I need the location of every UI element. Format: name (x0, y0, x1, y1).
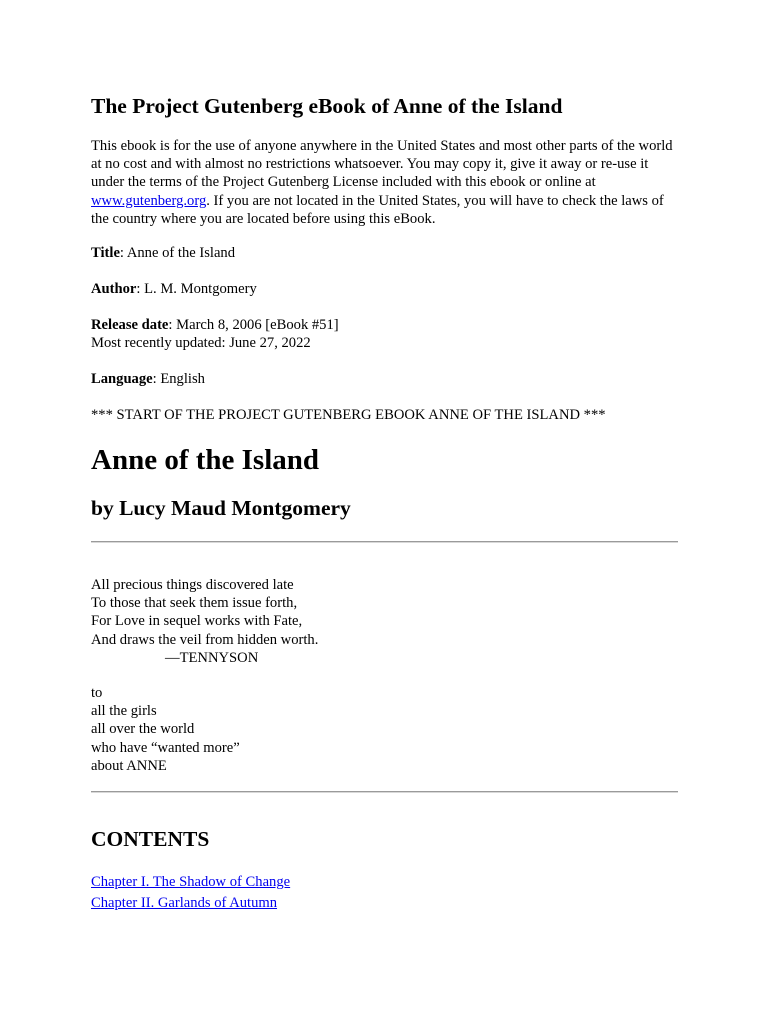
chapter-link-1[interactable]: Chapter I. The Shadow of Change (91, 874, 291, 890)
epigraph-line: For Love in sequel works with Fate, (91, 613, 303, 630)
meta-title (91, 244, 235, 262)
toc-item (91, 893, 290, 914)
gutenberg-link[interactable]: www.gutenberg.org (91, 192, 207, 209)
meta-title-label: Title (91, 245, 120, 261)
start-marker: *** START OF THE PROJECT GUTENBERG EBOOK ANNE OF THE ISLAND *** (91, 407, 606, 423)
meta-author (91, 280, 257, 298)
epigraph-line: And draws the veil from hidden worth. (91, 631, 319, 648)
meta-language (91, 370, 205, 388)
divider (91, 541, 678, 543)
divider (91, 791, 678, 793)
epigraph-line: To those that seek them issue forth, (91, 595, 298, 612)
contents-heading: CONTENTS (91, 827, 210, 851)
license-paragraph (91, 137, 681, 228)
epigraph (91, 576, 318, 667)
meta-release-value: : March 8, 2006 [eBook #51] (168, 317, 339, 333)
meta-language-label: Language (91, 371, 153, 387)
book-byline: by Lucy Maud Montgomery (91, 496, 351, 520)
dedication-line: about ANNE (91, 757, 167, 774)
dedication-line: all the girls (91, 703, 157, 720)
meta-release-label: Release date (91, 317, 169, 333)
meta-updated: Most recently updated: June 27, 2022 (91, 335, 311, 352)
meta-author-label: Author (91, 281, 137, 297)
epigraph-line: All precious things discovered late (91, 577, 294, 593)
meta-author-value: : L. M. Montgomery (136, 281, 257, 297)
page-title: The Project Gutenberg eBook of Anne of the Island (91, 94, 563, 118)
meta-release (91, 316, 339, 352)
meta-language-value: : English (152, 371, 205, 387)
dedication-line: who have “wanted more” (91, 739, 240, 756)
license-text-start: This ebook is for the use of anyone anywhere in the United States and most other parts of the world at no cost and with almost no restrictions whatsoever. You may copy it, give it away or re-use it under the terms of the Project Gutenberg License included with this ebook or online at (91, 138, 673, 191)
table-of-contents (91, 872, 290, 913)
meta-title-value: : Anne of the Island (119, 245, 236, 261)
dedication-line: to (91, 685, 103, 701)
chapter-link-2[interactable]: Chapter II. Garlands of Autumn (91, 894, 278, 911)
dedication-line: all over the world (91, 721, 195, 738)
toc-item (91, 872, 290, 893)
dedication (91, 684, 240, 775)
epigraph-attribution: —TENNYSON (165, 649, 259, 666)
license-text-end: . If you are not located in the United States, you will have to check the laws of the country where you are located before using this eBook. (91, 192, 664, 227)
book-title: Anne of the Island (91, 444, 320, 476)
